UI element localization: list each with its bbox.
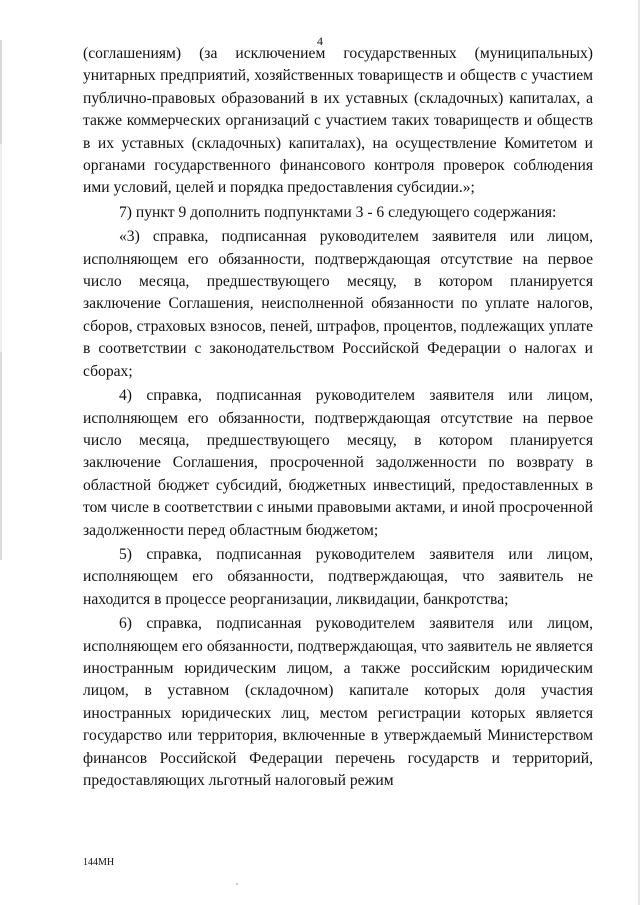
document-body (83, 43, 593, 792)
paragraph-subitem-4: 4) справка, подписанная руководителем заявителя или лицом, исполняющем его обязанности, подтверждающая отсутствие на первое число месяца, предшествующего месяцу, в котором планируется заключение Соглашения, просроченной задолженности по возврату в областной бюджет субсидий, бюджетных инвестиций, предоставленных в том числе в соответствии с иными правовыми актами, и иной просроченной задолженности перед областным бюджетом; (83, 387, 593, 539)
document-code: 144МН (83, 857, 115, 868)
page-number: 4 (317, 34, 323, 48)
scan-edge-left (0, 40, 2, 560)
paragraph-continuation: (соглашениям) (за исключением государственных (муниципальных) унитарных предприятий, хозяйственных товариществ и обществ с участием публично-правовых образований в их уставных (складочных) капиталах, а также коммерческих организаций с участием таких товариществ и обществ в их уставных (складочных) капиталах), на осуществление Комитетом и органами государственного финансового контроля проверок соблюдения ими условий, целей и порядка предоставления субсидии.»; (83, 45, 593, 197)
paragraph-subitem-6: 6) справка, подписанная руководителем заявителя или лицом, исполняющем его обязанности, подтверждающая, что заявитель не является иностранным юридическим лицом, а также российским юридическим лицом, в уставном (складочном) капитале которых доля участия иностранных юридических лиц, местом регистрации которых является государство или территория, включенные в утверждаемый Министерством финансов Российской Федерации перечень государств и территорий, предоставляющих льготный налоговый режим (83, 615, 593, 789)
paragraph-item-7: 7) пункт 9 дополнить подпунктами 3 - 6 следующего содержания: (119, 203, 557, 221)
scan-speck (236, 883, 238, 885)
paragraph-subitem-5: 5) справка, подписанная руководителем заявителя или лицом, исполняющем его обязанности, подтверждающая, что заявитель не находится в процессе реорганизации, ликвидации, банкротства; (83, 545, 593, 608)
paragraph-subitem-3: «3) справка, подписанная руководителем заявителя или лицом, исполняющем его обязанности, подтверждающая отсутствие на первое число месяца, предшествующего месяцу, в котором планируется заключение Соглашения, неисполненной обязанности по уплате налогов, сборов, страховых взносов, пеней, штрафов, процентов, подлежащих уплате в соответствии с законодательством Российской Федерации о налогах и сборах; (83, 228, 593, 380)
